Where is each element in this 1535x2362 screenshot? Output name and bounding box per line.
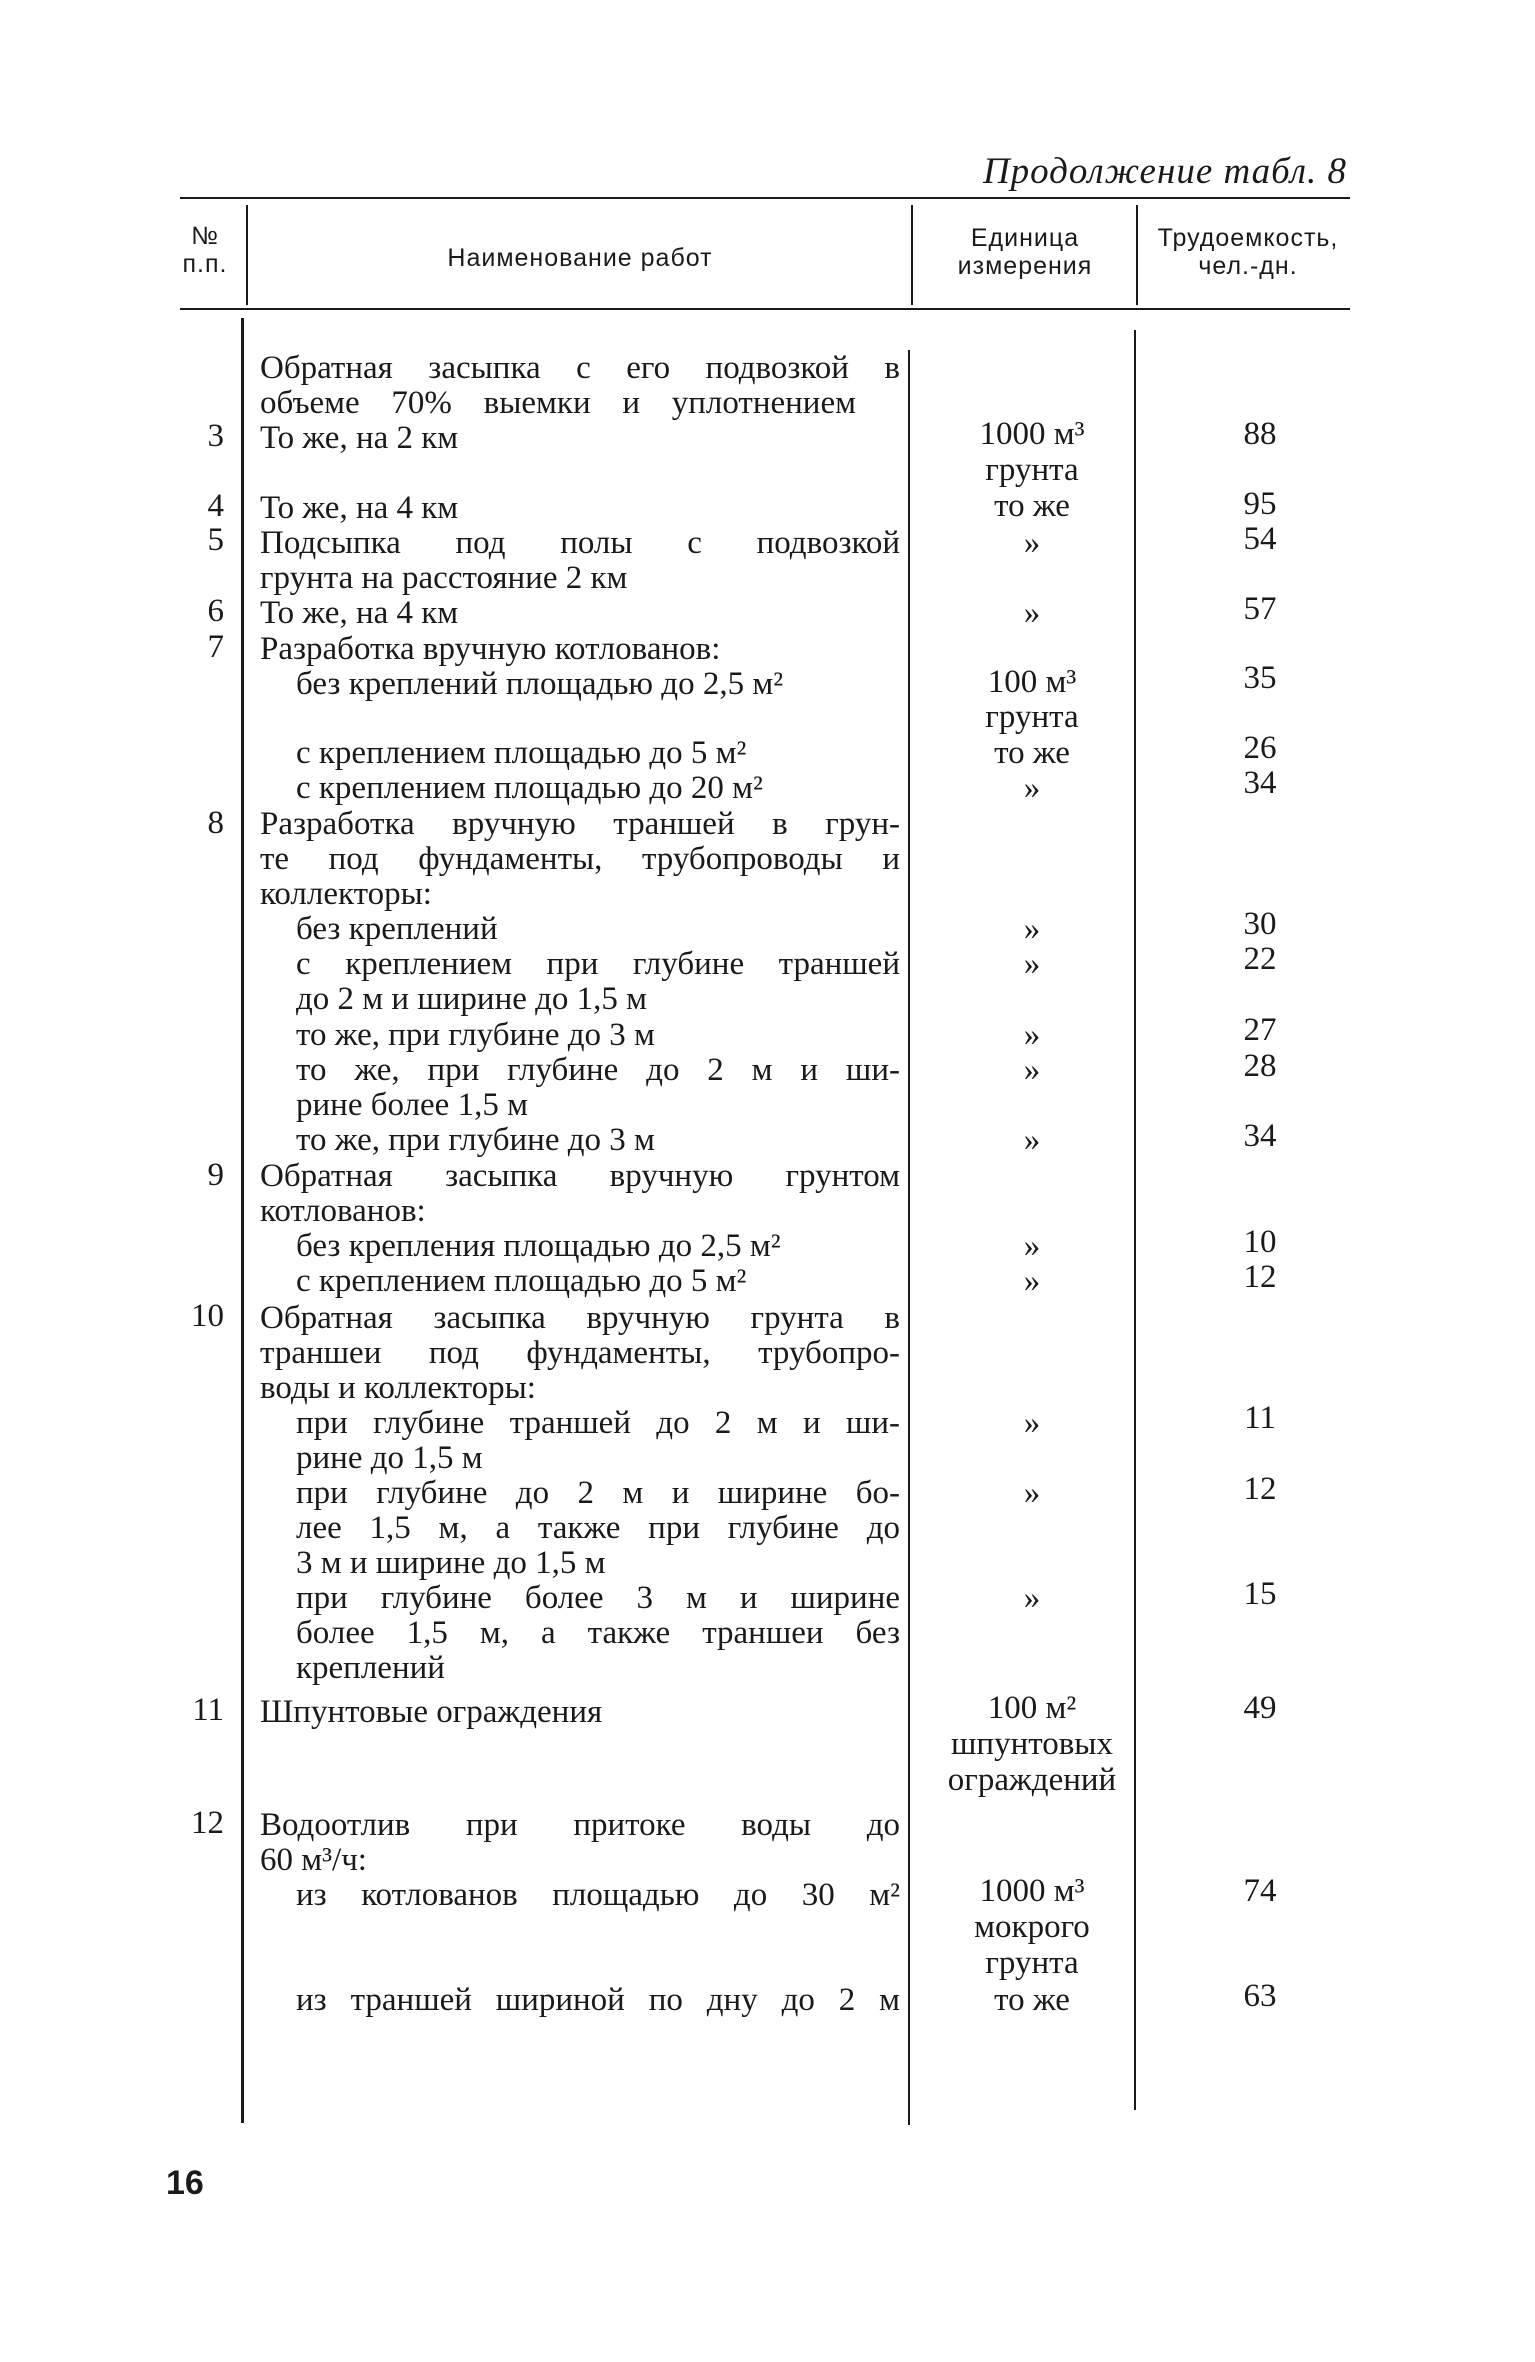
labor-cell: 28 xyxy=(1243,1048,1277,1084)
unit-cell: » xyxy=(1023,770,1041,806)
header-unit xyxy=(914,224,1136,280)
labor-cell: 15 xyxy=(1243,1576,1277,1612)
labor-cell: 63 xyxy=(1243,1978,1277,2014)
work-text: Обратная засыпка вручную грунтом xyxy=(260,1158,900,1194)
row-number: 6 xyxy=(207,593,224,629)
labor-cell: 26 xyxy=(1243,730,1277,766)
unit-cell: » xyxy=(1023,946,1041,982)
unit-cell: » xyxy=(1023,1263,1041,1299)
row-number: 3 xyxy=(207,418,224,454)
labor-cell: 12 xyxy=(1243,1471,1277,1507)
table-caption: Продолжение табл. 8 xyxy=(982,151,1347,192)
work-text: коллекторы: xyxy=(260,876,432,912)
col-divider-1 xyxy=(246,205,248,305)
work-text: траншеи под фундаменты, трубопро- xyxy=(260,1335,900,1371)
work-text: с креплением площадью до 5 м² xyxy=(296,1263,747,1299)
unit-cell: грунта xyxy=(985,452,1079,488)
unit-cell: грунта xyxy=(985,1945,1079,1981)
work-text: Обратная засыпка вручную грунта в xyxy=(260,1300,900,1336)
row-number: 11 xyxy=(192,1692,224,1728)
work-text: с креплением площадью до 5 м² xyxy=(296,735,747,771)
labor-cell: 57 xyxy=(1243,591,1277,627)
labor-cell: 11 xyxy=(1244,1400,1276,1436)
unit-cell: » xyxy=(1023,1405,1041,1441)
unit-cell: то же xyxy=(994,735,1070,771)
work-text: Подсыпка под полы с подвозкой xyxy=(260,525,900,561)
work-text: без креплений xyxy=(296,911,498,947)
work-text: из котлованов площадью до 30 м² xyxy=(296,1877,900,1913)
row-number: 8 xyxy=(207,805,224,841)
work-text: Водоотлив при притоке воды до xyxy=(260,1807,900,1843)
header-name: Наименование работ xyxy=(447,244,713,272)
work-text: то же, при глубине до 3 м xyxy=(296,1017,655,1053)
unit-cell: » xyxy=(1023,1017,1041,1053)
header-labor xyxy=(1138,224,1358,280)
unit-cell: » xyxy=(1023,911,1041,947)
work-text: при глубине до 2 м и ширине бо- xyxy=(296,1475,900,1511)
unit-cell: ограждений xyxy=(947,1762,1117,1798)
labor-cell: 30 xyxy=(1243,906,1277,942)
row-number: 9 xyxy=(207,1157,224,1193)
work-text: Разработка вручную траншей в грун- xyxy=(260,806,900,842)
unit-cell: 100 м³ xyxy=(987,664,1077,700)
work-text: при глубине более 3 м и ширине xyxy=(296,1580,900,1616)
header-labor-line1: Трудоемкость, xyxy=(1157,224,1339,252)
labor-cell: 34 xyxy=(1243,1118,1277,1154)
work-text: 3 м и ширине до 1,5 м xyxy=(296,1545,606,1581)
labor-cell: 34 xyxy=(1243,765,1277,801)
labor-cell: 12 xyxy=(1243,1259,1277,1295)
col-divider-2 xyxy=(911,205,913,305)
work-text: с креплением при глубине траншей xyxy=(296,946,900,982)
unit-cell: » xyxy=(1023,1475,1041,1511)
work-text: воды и коллекторы: xyxy=(260,1370,536,1406)
page-number: 16 xyxy=(166,2164,204,2202)
work-text: те под фундаменты, трубопроводы и xyxy=(260,841,900,877)
col-divider-1-body xyxy=(241,318,244,2123)
unit-cell: то же xyxy=(994,488,1070,524)
unit-cell: шпунтовых xyxy=(951,1726,1113,1762)
work-text: до 2 м и ширине до 1,5 м xyxy=(296,981,648,1017)
header-bottom-rule xyxy=(180,308,1350,310)
work-text: с креплением площадью до 20 м² xyxy=(296,770,763,806)
unit-cell: 1000 м³ xyxy=(979,416,1085,452)
labor-cell: 10 xyxy=(1243,1224,1277,1260)
work-text: Обратная засыпка с его подвозкой в xyxy=(260,350,900,386)
unit-cell: » xyxy=(1023,1052,1041,1088)
work-text: более 1,5 м, а также траншеи без xyxy=(296,1615,900,1651)
work-text: при глубине траншей до 2 м и ши- xyxy=(296,1405,900,1441)
unit-cell: 1000 м³ xyxy=(979,1873,1085,1909)
work-text: лее 1,5 м, а также при глубине до xyxy=(296,1510,900,1546)
work-text: 60 м³/ч: xyxy=(260,1842,367,1878)
labor-cell: 22 xyxy=(1243,941,1277,977)
unit-cell: » xyxy=(1023,1122,1041,1158)
labor-cell: 95 xyxy=(1243,486,1277,522)
row-number: 10 xyxy=(191,1298,224,1334)
work-text: котлованов: xyxy=(260,1193,426,1229)
header-number-line1: № xyxy=(191,222,219,250)
header-labor-line2: чел.-дн. xyxy=(1198,252,1298,280)
work-text: То же, на 4 км xyxy=(260,595,459,631)
labor-cell: 88 xyxy=(1243,416,1277,452)
labor-cell: 49 xyxy=(1243,1690,1277,1726)
header-number-line2: п.п. xyxy=(182,250,228,278)
labor-cell: 54 xyxy=(1243,521,1277,557)
work-text: грунта на расстояние 2 км xyxy=(260,560,628,596)
header-unit-line1: Единица xyxy=(970,224,1080,252)
unit-cell: » xyxy=(1023,1228,1041,1264)
unit-cell: мокрого xyxy=(974,1909,1090,1945)
work-text: без креплений площадью до 2,5 м² xyxy=(296,666,784,702)
header-unit-line2: измерения xyxy=(957,252,1093,280)
row-number: 4 xyxy=(207,488,224,524)
work-text: рине до 1,5 м xyxy=(296,1440,483,1476)
work-text: без крепления площадью до 2,5 м² xyxy=(296,1228,781,1264)
unit-cell: то же xyxy=(994,1982,1070,2018)
work-text: из траншей шириной по дну до 2 м xyxy=(296,1982,900,2018)
work-text: Разработка вручную котлованов: xyxy=(260,631,721,667)
work-text: креплений xyxy=(296,1650,445,1686)
row-number: 7 xyxy=(207,629,224,665)
work-text: объеме 70% выемки и уплотнением xyxy=(260,385,856,421)
row-number: 5 xyxy=(207,522,224,558)
work-text: то же, при глубине до 3 м xyxy=(296,1122,655,1158)
labor-cell: 74 xyxy=(1243,1873,1277,1909)
unit-cell: » xyxy=(1023,525,1041,561)
work-text: то же, при глубине до 2 м и ши- xyxy=(296,1052,900,1088)
unit-cell: » xyxy=(1023,1580,1041,1616)
labor-cell: 35 xyxy=(1243,660,1277,696)
work-text: То же, на 4 км xyxy=(260,490,459,526)
work-text: Шпунтовые ограждения xyxy=(260,1694,603,1730)
unit-cell: 100 м² xyxy=(987,1690,1077,1726)
header-number xyxy=(170,222,240,278)
col-divider-2-body xyxy=(908,350,910,2125)
labor-cell: 27 xyxy=(1243,1012,1277,1048)
row-number: 12 xyxy=(191,1805,224,1841)
unit-cell: » xyxy=(1023,595,1041,631)
top-rule xyxy=(180,197,1350,199)
unit-cell: грунта xyxy=(985,699,1079,735)
work-text: рине более 1,5 м xyxy=(296,1087,528,1123)
work-text: То же, на 2 км xyxy=(260,420,459,456)
